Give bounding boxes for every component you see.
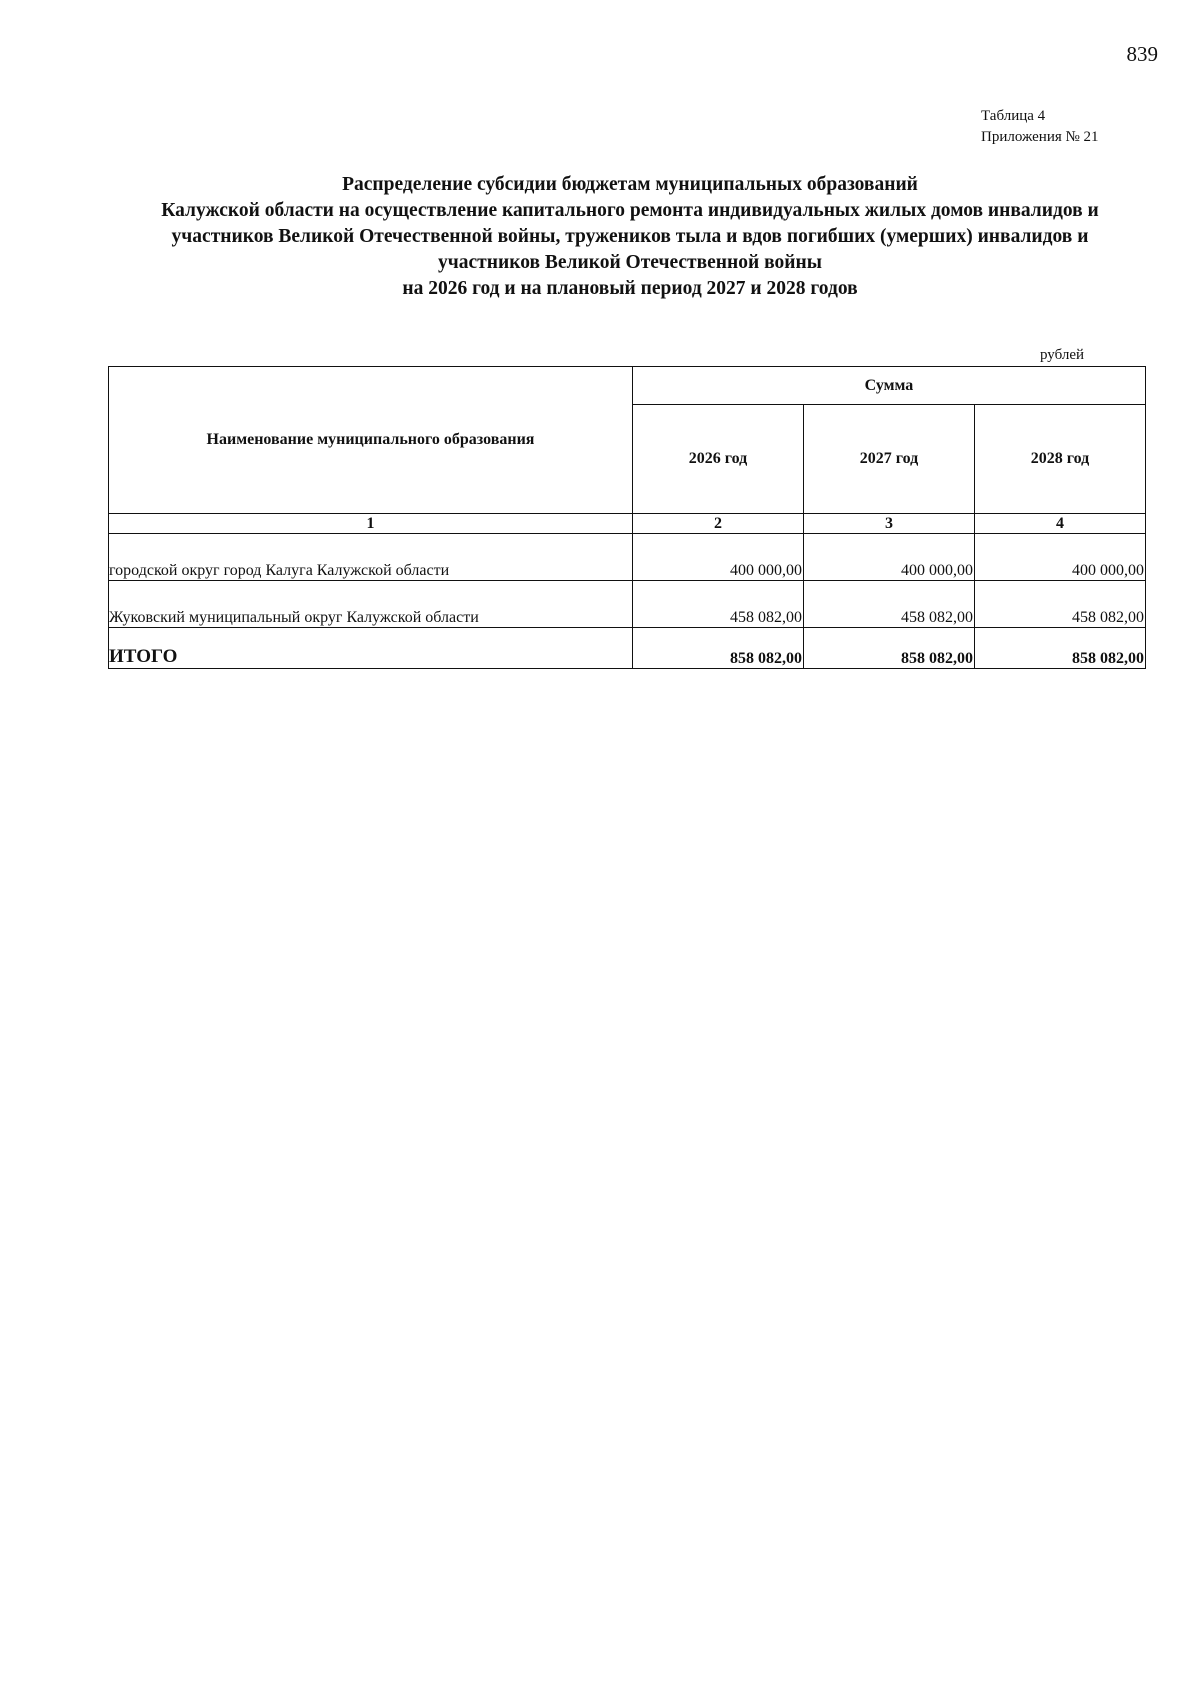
document-title (100, 172, 1160, 302)
title-line4: участников Великой Отечественной войны (438, 252, 822, 273)
row-value-2027: 458 082,00 (804, 581, 975, 628)
total-value-2026: 858 082,00 (633, 628, 804, 669)
title-line1: Распределение субсидии бюджетам муниципальных образований (342, 174, 918, 195)
total-value-2028: 858 082,00 (975, 628, 1146, 669)
subsidy-table (108, 366, 1146, 669)
total-value-2027: 858 082,00 (804, 628, 975, 669)
total-row (109, 628, 1146, 669)
column-number-row (109, 514, 1146, 534)
header-row-sum (109, 367, 1146, 405)
table-row (109, 581, 1146, 628)
header-year-2027: 2027 год (804, 405, 975, 514)
row-value-2026: 458 082,00 (633, 581, 804, 628)
row-name-cell: Жуковский муниципальный округ Калужской области (109, 581, 633, 628)
table-reference-line1: Таблица 4 (981, 108, 1046, 124)
column-number-4: 4 (975, 514, 1146, 534)
units-label: рублей (1040, 347, 1085, 363)
column-number-3: 3 (804, 514, 975, 534)
table-reference (981, 106, 1099, 148)
title-line3: участников Великой Отечественной войны, тружеников тыла и вдов погибших (умерших) инвалидов и (171, 226, 1089, 247)
title-line2: Калужской области на осуществление капитального ремонта индивидуальных жилых домов инвалидов и (161, 200, 1099, 221)
header-year-2026: 2026 год (633, 405, 804, 514)
table-row (109, 534, 1146, 581)
header-sum-cell: Сумма (633, 367, 1146, 405)
total-label-cell: ИТОГО (109, 628, 633, 669)
table-reference-line2: Приложения № 21 (981, 129, 1099, 145)
column-number-1: 1 (109, 514, 633, 534)
header-year-2028: 2028 год (975, 405, 1146, 514)
row-value-2026: 400 000,00 (633, 534, 804, 581)
row-value-2027: 400 000,00 (804, 534, 975, 581)
row-name-cell: городской округ город Калуга Калужской области (109, 534, 633, 581)
row-value-2028: 458 082,00 (975, 581, 1146, 628)
row-value-2028: 400 000,00 (975, 534, 1146, 581)
page-number: 839 (1126, 42, 1158, 66)
column-number-2: 2 (633, 514, 804, 534)
title-line5: на 2026 год и на плановый период 2027 и 2028 годов (402, 278, 858, 299)
header-name-cell: Наименование муниципального образования (109, 367, 633, 514)
